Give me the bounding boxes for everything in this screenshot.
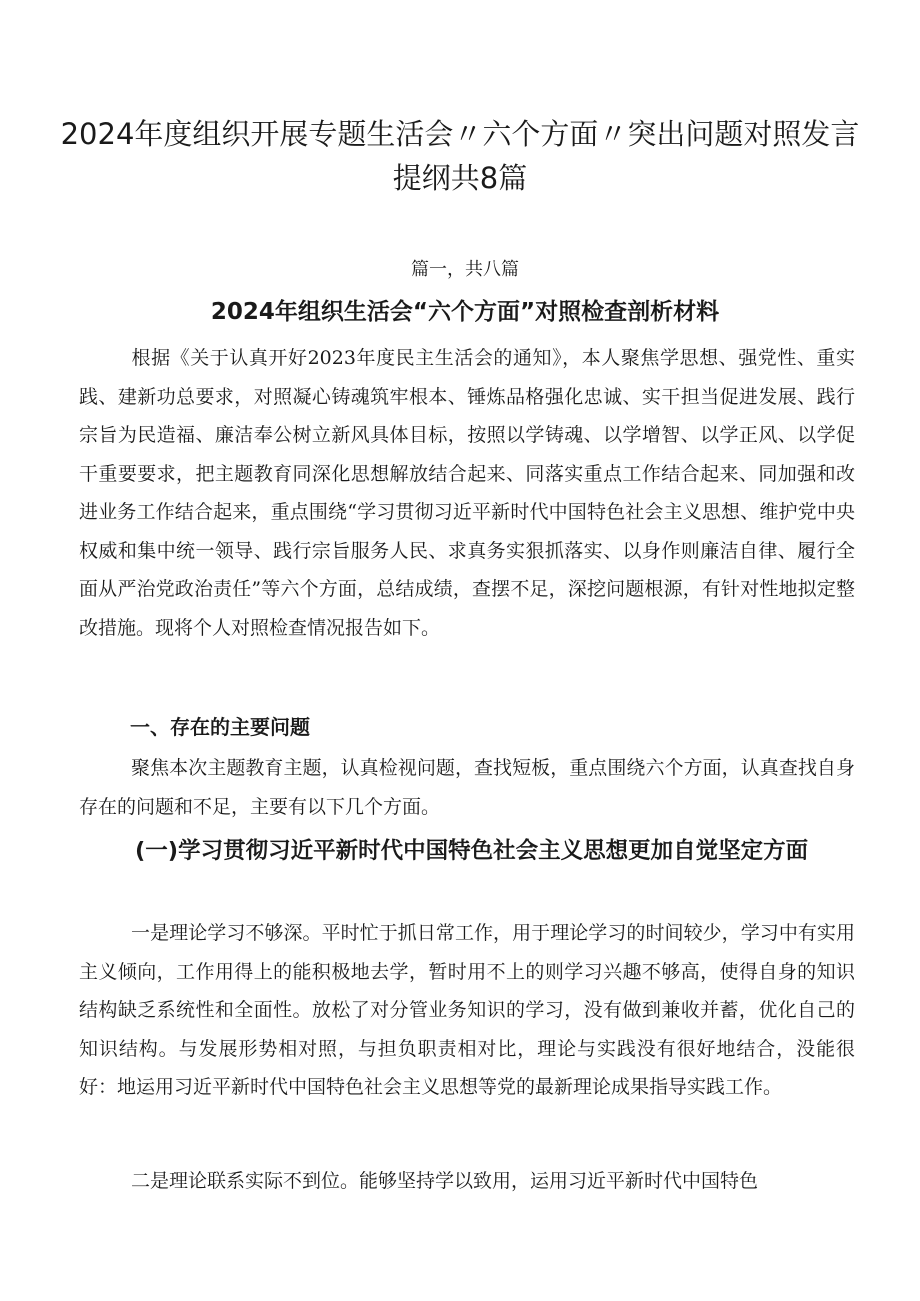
document-title: 2024年度组织开展专题生活会〃六个方面〃突出问题对照发言提纲共8篇	[60, 117, 860, 195]
heading-subsection-1	[79, 829, 869, 873]
paragraph-theory-practice	[79, 1162, 855, 1201]
section-title: 2024年组织生活会“六个方面”对照检查剖析材料	[210, 299, 720, 325]
paragraph-theory-study	[79, 914, 855, 1107]
paragraph-intro	[79, 339, 855, 647]
heading-main-problems: 一、存在的主要问题	[130, 715, 310, 739]
paragraph-focus	[79, 749, 855, 826]
paragraph-intro-text: 根据《关于认真开好2023年度民主生活会的通知》，本人聚焦学思想、强党性、重实践、建新功总要求，对照凝心铸魂筑牢根本、锤炼品格强化忠诚、实干担当促进发展、践行宗旨为民造福、廉洁奉公树立新风具体目标，按照以学铸魂、以学增智、以学正风、以学促干重要要求，把主题教育同深化思想解放结合起来、同落实重点工作结合起来、同加强和改进业务工作结合起来，重点围绕“学习贯彻习近平新时代中国特色社会主义思想、维护党中央权威和集中统一领导、践行宗旨服务人民、求真务实狠抓落实、以身作则廉洁自律、履行全面从严治党政治责任”等六个方面，总结成绩，查摆不足，深挖问题根源，有针对性地拟定整改措施。现将个人对照检查情况报告如下。	[79, 347, 855, 639]
paragraph-theory-practice-text: 二是理论联系实际不到位。能够坚持学以致用，运用习近平新时代中国特色	[131, 1170, 759, 1192]
heading-subsection-1-text: (一)学习贯彻习近平新时代中国特色社会主义思想更加自觉坚定方面	[135, 838, 809, 864]
paragraph-theory-study-text: 一是理论学习不够深。平时忙于抓日常工作，用于理论学习的时间较少，学习中有实用主义倾向，工作用得上的能积极地去学，暂时用不上的则学习兴趣不够高，使得自身的知识结构缺乏系统性和全面性。放松了对分管业务知识的学习，没有做到兼收并蓄，优化自己的知识结构。与发展形势相对照，与担负职责相对比，理论与实践没有很好地结合，没能很好：地运用习近平新时代中国特色社会主义思想等党的最新理论成果指导实践工作。	[79, 922, 855, 1098]
document-subtitle: 篇一，共八篇	[411, 259, 519, 280]
paragraph-focus-text: 聚焦本次主题教育主题，认真检视问题，查找短板，重点围绕六个方面，认真查找自身存在的问题和不足，主要有以下几个方面。	[79, 757, 855, 818]
